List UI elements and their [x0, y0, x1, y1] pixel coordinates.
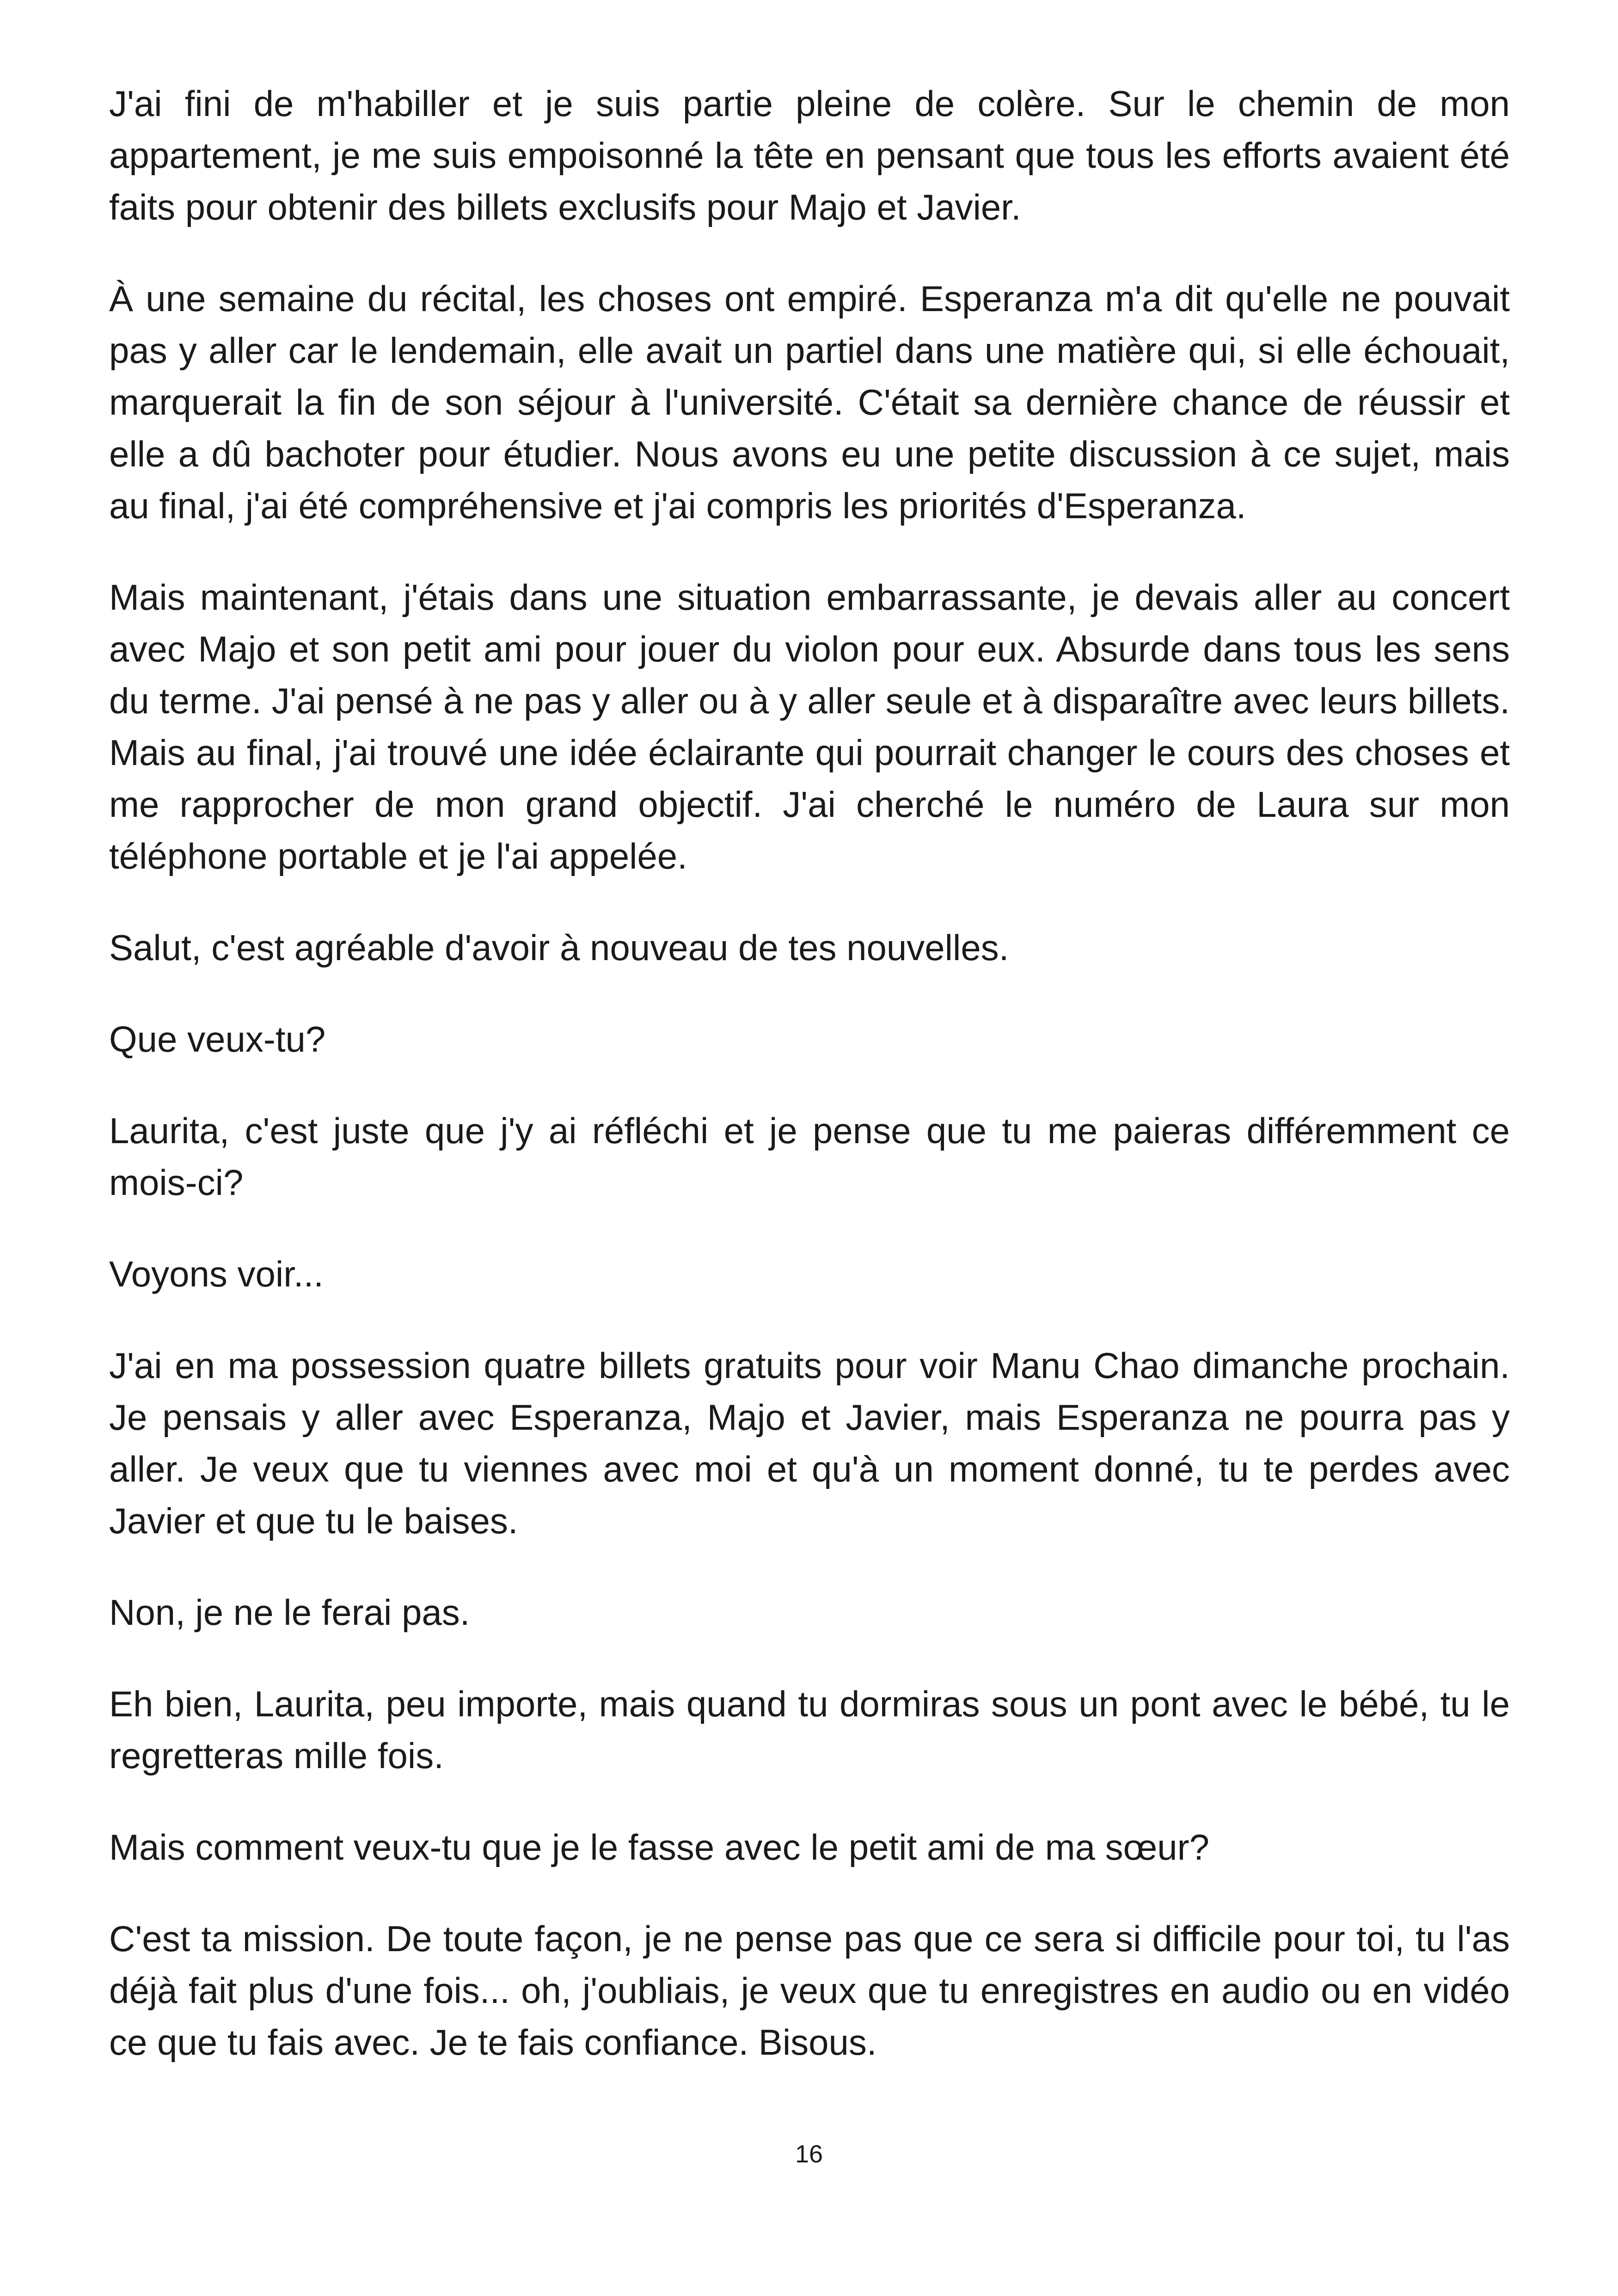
- paragraph-11: Mais comment veux-tu que je le fasse avec le petit ami de ma sœur?: [109, 1827, 1209, 1867]
- paragraph-10: Eh bien, Laurita, peu importe, mais quand tu dormiras sous un pont avec le bébé, tu le regretteras mille fois.: [109, 1684, 1510, 1776]
- paragraph-1: J'ai fini de m'habiller et je suis partie pleine de colère. Sur le chemin de mon appartement, je me suis empoisonné la tête en pensant que tous les efforts avaient été faits pour obtenir des billets exclusifs pour Majo et Javier.: [109, 83, 1510, 227]
- page-number: 16: [795, 2140, 823, 2168]
- paragraph-12: C'est ta mission. De toute façon, je ne pense pas que ce sera si difficile pour toi, tu l'as déjà fait plus d'une fois... oh, j'oubliais, je veux que tu enregistres en audio ou en vidéo ce que tu fais avec. Je te fais confiance. Bisous.: [109, 1918, 1510, 2063]
- paragraph-8: J'ai en ma possession quatre billets gratuits pour voir Manu Chao dimanche prochain. Je pensais y aller avec Esperanza, Majo et Javier, mais Esperanza ne pourra pas y aller. Je veux que tu viennes avec moi et qu'à un moment donné, tu te perdes avec Javier et que tu le baises.: [109, 1345, 1510, 1541]
- paragraph-3: Mais maintenant, j'étais dans une situation embarrassante, je devais aller au concert avec Majo et son petit ami pour jouer du violon pour eux. Absurde dans tous les sens du terme. J'ai pensé à ne pas y aller ou à y aller seule et à disparaître avec leurs billets. Mais au final, j'ai trouvé une idée éclairante qui pourrait changer le cours des choses et me rapprocher de mon grand objectif. J'ai cherché le numéro de Laura sur mon téléphone portable et je l'ai appelée.: [109, 577, 1510, 876]
- paragraph-4: Salut, c'est agréable d'avoir à nouveau de tes nouvelles.: [109, 927, 1009, 968]
- paragraph-5: Que veux-tu?: [109, 1019, 326, 1059]
- paragraph-6: Laurita, c'est juste que j'y ai réfléchi et je pense que tu me paieras différemment ce mois-ci?: [109, 1110, 1510, 1203]
- paragraph-2: À une semaine du récital, les choses ont empiré. Esperanza m'a dit qu'elle ne pouvait pas y aller car le lendemain, elle avait un partiel dans une matière qui, si elle échouait, marquerait la fin de son séjour à l'université. C'était sa dernière chance de réussir et elle a dû bachoter pour étudier. Nous avons eu une petite discussion à ce sujet, mais au final, j'ai été compréhensive et j'ai compris les priorités d'Esperanza.: [109, 278, 1510, 526]
- paragraph-7: Voyons voir...: [109, 1254, 324, 1294]
- page-body: [109, 78, 1510, 2108]
- paragraph-9: Non, je ne le ferai pas.: [109, 1592, 470, 1633]
